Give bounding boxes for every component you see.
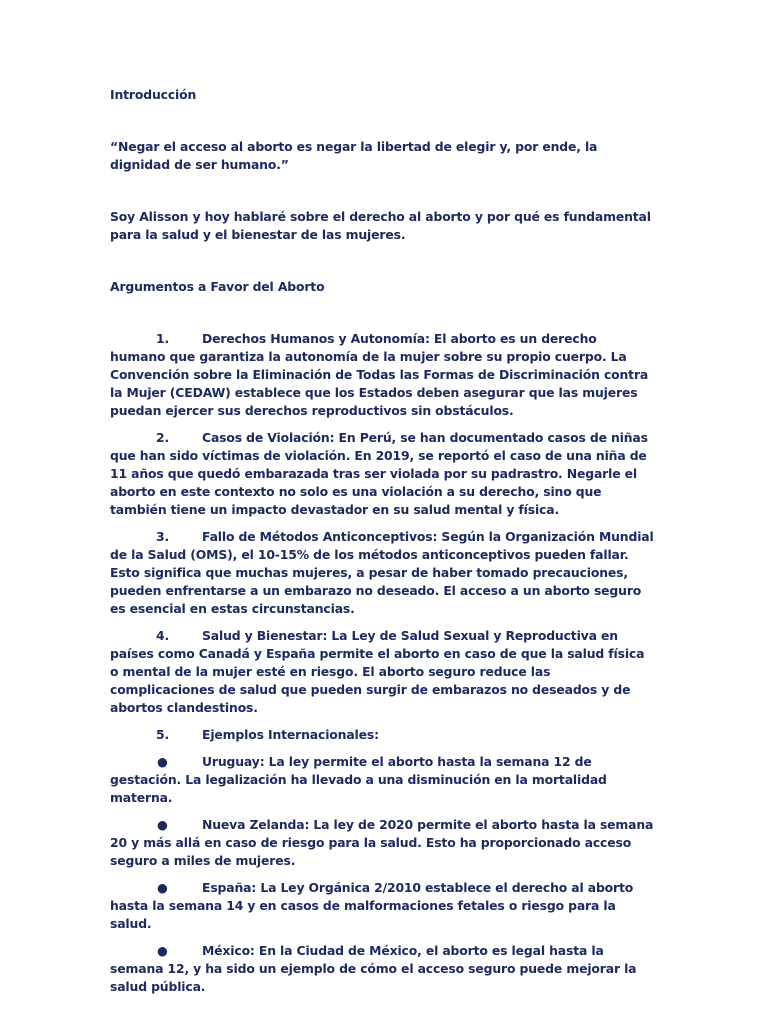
- item-number: 2.: [156, 430, 170, 445]
- numbered-list: [110, 330, 656, 744]
- opening-quote: “Negar el acceso al aborto es negar la libertad de elegir y, por ende, la dignidad de ser humano.”: [110, 139, 598, 172]
- numbered-item-2: [110, 429, 656, 519]
- item-text: Casos de Violación: En Perú, se han documentado casos de niñas que han sido víctimas de violación. En 2019, se reportó el caso de una niña de 11 años que quedó embarazada tras ser violada por su padrastro. Negarle el aborto en este contexto no solo es una violación a su derecho, sino que también tiene un impacto devastador en su salud mental y física.: [110, 430, 648, 517]
- bullet-icon: ●: [157, 817, 168, 832]
- bullet-icon: ●: [157, 943, 168, 958]
- numbered-item-1: [110, 330, 656, 420]
- bullet-item-mexico: [110, 942, 656, 996]
- item-text: Uruguay: La ley permite el aborto hasta la semana 12 de gestación. La legalización ha llevado a una disminución en la mortalidad materna.: [110, 754, 607, 805]
- bullet-list: [110, 753, 656, 996]
- bullet-item-uruguay: [110, 753, 656, 807]
- numbered-item-5: [110, 726, 656, 744]
- bullet-icon: ●: [157, 754, 168, 769]
- intro-heading: Introducción: [110, 87, 197, 102]
- item-text: España: La Ley Orgánica 2/2010 establece el derecho al aborto hasta la semana 14 y en casos de malformaciones fetales o riesgo para la salud.: [110, 880, 634, 931]
- document-page: [110, 86, 656, 1005]
- bullet-item-espana: [110, 879, 656, 933]
- item-text: Fallo de Métodos Anticonceptivos: Según la Organización Mundial de la Salud (OMS), el 10-15% de los métodos anticonceptivos pueden fallar. Esto significa que muchas mujeres, a pesar de haber tomado precauciones, pueden enfrentarse a un embarazo no deseado. El acceso a un aborto seguro es esencial en estas circunstancias.: [110, 529, 654, 616]
- item-text: Salud y Bienestar: La Ley de Salud Sexual y Reproductiva en países como Canadá y España permite el aborto en caso de que la salud física o mental de la mujer esté en riesgo. El aborto seguro reduce las complicaciones de salud que pueden surgir de embarazos no deseados y de abortos clandestinos.: [110, 628, 645, 715]
- item-number: 1.: [156, 331, 170, 346]
- numbered-item-3: [110, 528, 656, 618]
- item-number: 5.: [156, 727, 170, 742]
- item-text: México: En la Ciudad de México, el aborto es legal hasta la semana 12, y ha sido un ejemplo de cómo el acceso seguro puede mejorar la salud pública.: [110, 943, 637, 994]
- item-text: Ejemplos Internacionales:: [202, 727, 379, 742]
- bullet-item-nueva-zelanda: [110, 816, 656, 870]
- item-number: 4.: [156, 628, 170, 643]
- arguments-heading: Argumentos a Favor del Aborto: [110, 279, 325, 294]
- item-text: Nueva Zelanda: La ley de 2020 permite el aborto hasta la semana 20 y más allá en caso de riesgo para la salud. Esto ha proporcionado acceso seguro a miles de mujeres.: [110, 817, 654, 868]
- item-number: 3.: [156, 529, 170, 544]
- item-text: Derechos Humanos y Autonomía: El aborto es un derecho humano que garantiza la autonomía de la mujer sobre su propio cuerpo. La Convención sobre la Eliminación de Todas las Formas de Discriminación contra la Mujer (CEDAW) establece que los Estados deben asegurar que las mujeres puedan ejercer sus derechos reproductivos sin obstáculos.: [110, 331, 649, 418]
- bullet-icon: ●: [157, 880, 168, 895]
- numbered-item-4: [110, 627, 656, 717]
- intro-paragraph: Soy Alisson y hoy hablaré sobre el derecho al aborto y por qué es fundamental para la salud y el bienestar de las mujeres.: [110, 209, 651, 242]
